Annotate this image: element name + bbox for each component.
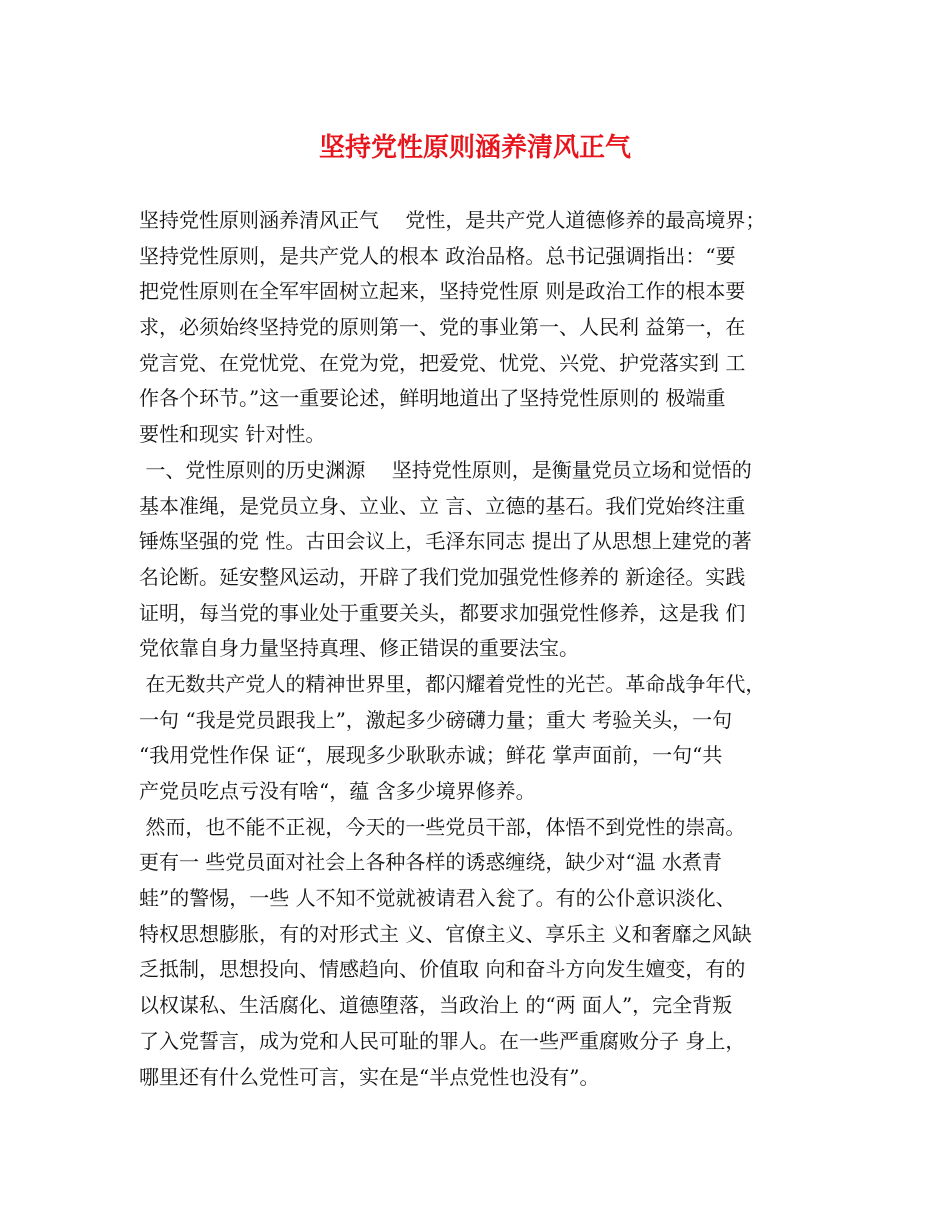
body-line: 要性和现实 针对性。 — [139, 422, 326, 447]
body-line: 坚持党性原则，是共产党人的根本 政治品格。总书记强调指出：“要 — [139, 243, 736, 268]
body-line: 特权思想膨胀，有的对形式主 义、官僚主义、享乐主 义和奢靡之风缺 — [139, 921, 752, 946]
document-body — [139, 203, 839, 1095]
body-line: 把党性原则在全军牢固树立起来，坚持党性原 则是政治工作的根本要 — [139, 279, 746, 304]
body-line: 蛙”的警惕，一些 人不知不觉就被请君入瓮了。有的公仆意识淡化、 — [139, 886, 736, 911]
body-line: 基本准绳，是党员立身、立业、立 言、立德的基石。我们党始终注重 — [139, 493, 746, 518]
body-line: 乏抵制，思想投向、情感趋向、价值取 向和奋斗方向发生嬗变，有的 — [139, 957, 746, 982]
body-line: 然而，也不能不正视，今天的一些党员干部，体悟不到党性的崇高。 — [139, 814, 746, 839]
body-line: 证明，每当党的事业处于重要关头，都要求加强党性修养，这是我 们 — [139, 600, 746, 625]
body-line: 了入党誓言，成为党和人民可耻的罪人。在一些严重腐败分子 身上， — [139, 1028, 746, 1053]
body-line: 名论断。延安整风运动，开辟了我们党加强党性修养的 新途径。实践 — [139, 564, 746, 589]
body-line: 坚持党性原则涵养清风正气 党性，是共产党人道德修养的最高境界； — [139, 208, 766, 232]
body-line: 一、党性原则的历史渊源 坚持党性原则，是衡量党员立场和觉悟的 — [139, 457, 752, 482]
body-line: 更有一 些党员面对社会上各种各样的诱惑缠绕，缺少对“温 水煮青 — [139, 850, 722, 875]
body-line: 以权谋私、生活腐化、道德堕落，当政治上 的“两 面人”，完全背叛 — [139, 993, 733, 1018]
body-line: 党言党、在党忧党、在党为党，把爱党、忧党、兴党、护党落实到 工 — [139, 350, 746, 375]
body-line: 求，必须始终坚持党的原则第一、党的事业第一、人民利 益第一，在 — [139, 315, 746, 340]
document-title: 坚持党性原则涵养清风正气 — [318, 133, 631, 163]
body-line: 作各个环节。”这一重要论述，鲜明地道出了坚持党性原则的 极端重 — [139, 386, 726, 411]
body-line: 产党员吃点亏没有啥“，蕴 含多少境界修养。 — [139, 779, 536, 803]
body-line: 党依靠自身力量坚持真理、修正错误的重要法宝。 — [139, 636, 579, 661]
body-line: 一句 “我是党员跟我上”，激起多少磅礴力量；重大 考验关头，一句 — [139, 707, 733, 732]
body-line: 在无数共产党人的精神世界里，都闪耀着党性的光芒。革命战争年代， — [139, 671, 766, 696]
body-line: “我用党性作保 证“，展现多少耿耿赤诚；鲜花 掌声面前，一句“共 — [139, 743, 723, 768]
body-line: 哪里还有什么党性可言，实在是“半点党性也没有”。 — [139, 1064, 600, 1089]
body-line: 锤炼坚强的党 性。古田会议上，毛泽东同志 提出了从思想上建党的著 — [139, 529, 752, 554]
